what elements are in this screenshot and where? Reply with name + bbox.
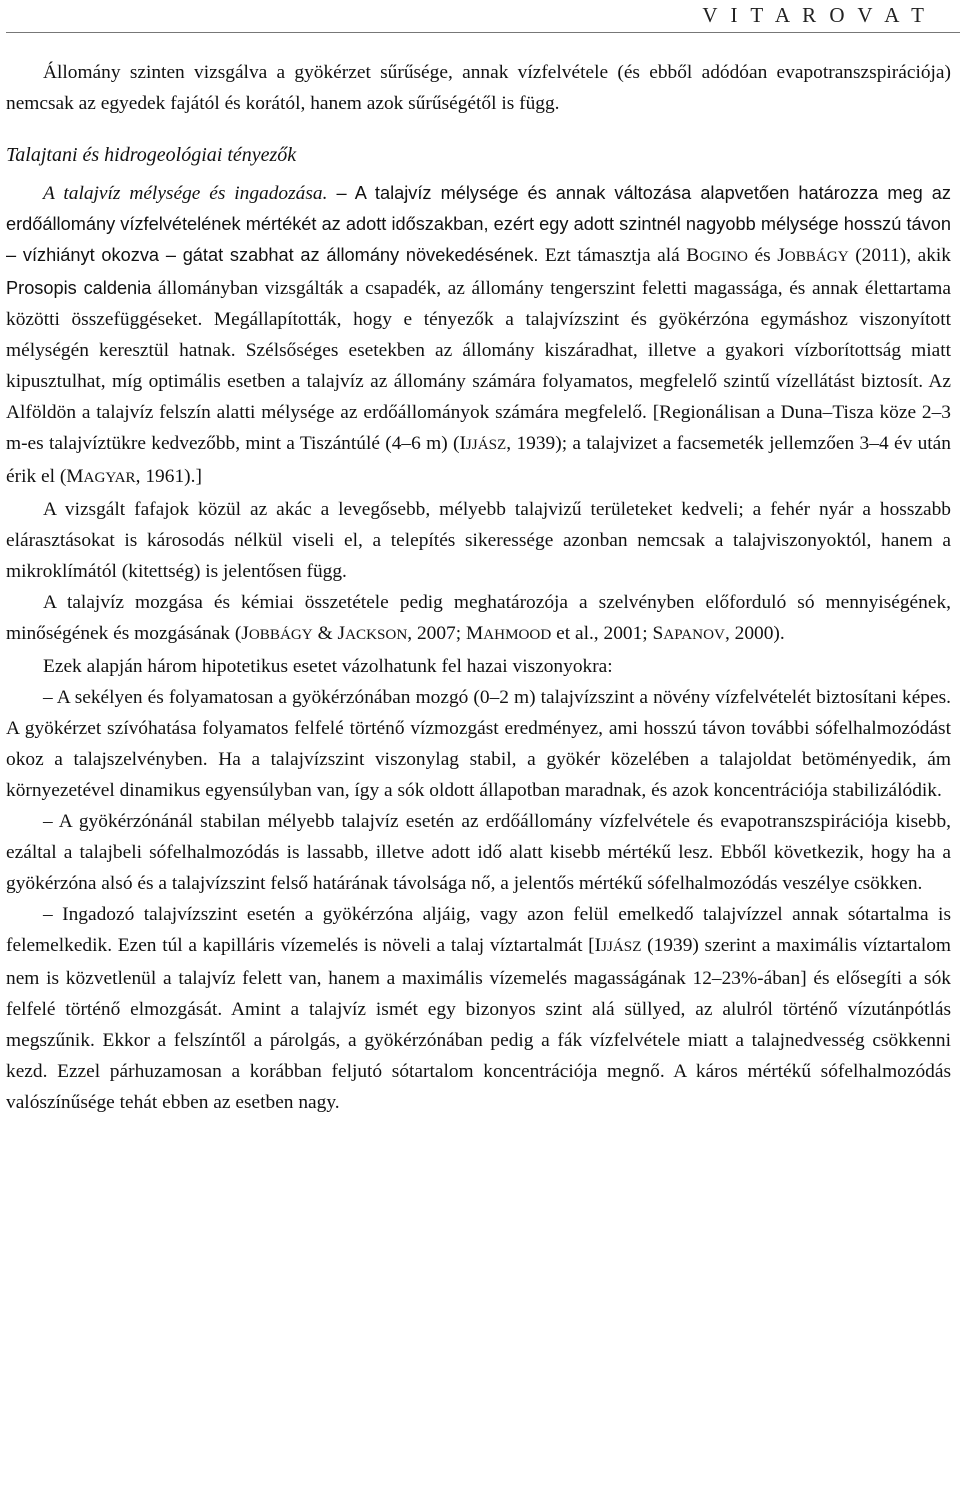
case-fluctuating-groundwater (6, 899, 951, 1118)
text-run: , 2000). (724, 623, 785, 644)
citation-author: OGINO (699, 249, 748, 265)
text-run: et al., 2001; S (551, 623, 664, 644)
case-deep-groundwater: – A gyökérzónánál stabilan mélyebb talajvíz esetén az erdőállomány vízfelvétele és evapotranszspirációja kisebb, ezáltal a talajbeli sófelhalmozódás is lassabb, illetve adott idő alatt kisebb mértékű lesz. Ebből következik, hogy ha a gyökérzóna alsó és a talajvízszint felső határának távolsága nő, a jelentős mértékű sófelhalmozódás veszélye csökken. (6, 811, 951, 894)
text-run: (1939) szerint a maximális víztartalom nem is közvetlenül a talajvíz felett van, hanem a maximális vízemelés magasságának 12–23%-ában] és elősegíti a sók felfelé történő elmozgását. Amint a talajvíz ismét egy bizonyos szint alá süllyed, az alulról történő vízutánpótlás megszűnik. Ekkor a felszíntől a párolgás, a gyökérzónában pedig a fák vízfelvétele miatt a talajnedvesség csökkenni kezd. Ezzel párhuzamosan a korábban feljutó sótartalom koncentrációja megnő. A káros mértékű sófelhalmozódás valószínűsége tehát ebben az esetben nagy. (6, 935, 951, 1113)
running-header-title: V I T A R O V A T (702, 3, 928, 27)
citation-author: OBBÁGY (248, 627, 313, 643)
citation-author: AGYAR (83, 470, 136, 486)
citation-author: JJÁSZ (601, 939, 642, 955)
citation-author: OBBÁGY (784, 249, 849, 265)
paragraph-groundwater-depth (6, 178, 951, 494)
text-run: , 1939); a talajvizet a facsemeték jellemzően 3–4 év után érik el (M (6, 433, 951, 487)
text-run: & J (312, 623, 346, 644)
text-run: (2011), akik (848, 245, 951, 266)
species-name: Prosopis caldenia (6, 278, 152, 298)
text-run: és J (747, 245, 785, 266)
paragraph-chemistry (6, 587, 951, 651)
page-header (0, 0, 960, 34)
sans-text: – A talajvíz mélysége és annak változása alapvetően határozza meg az erdőállomány vízfelvételének mértékét az adott időszakban, ezért egy adott szintnél nagyobb mélysége hosszú távon – vízhiányt okozva – gátat szabhat az állomány növekedésének. (6, 183, 951, 265)
text-run: , 2007; M (407, 623, 484, 644)
intro-paragraph: Állomány szinten vizsgálva a gyökérzet sűrűsége, annak vízfelvétele (és ebből adódóan evapotranszspirációja) nemcsak az egyedek fajától és korától, hanem azok sűrűségétől is függ. (6, 62, 951, 114)
section-title: Talajtani és hidrogeológiai tényezők (6, 144, 297, 166)
case-shallow-groundwater: – A sekélyen és folyamatosan a gyökérzónában mozgó (0–2 m) talajvízszint a növény vízfelvételét biztosítani képes. A gyökérzet szívóhatása folyamatos felfelé történő vízmozgást eredményez, ami hosszú távon további sófelhalmozódást okoz a talajszelvényben. Ha a talajvízszint viszonylag stabil, a gyökér közelében a talajoldat betöményedik, ám környezetével dinamikus egyensúlyban van, így a sók oldott állapotban maradnak, és azok koncentrációja stabilizálódik. (6, 687, 951, 801)
paragraph-species: A vizsgált fafajok közül az akác a levegősebb, mélyebb talajvizű területeket kedveli; a fehér nyár a hosszabb elárasztásokat is károsodás nélkül viseli el, a telepítés sikeressége azonban nemcsak a talajviszonyoktól, hanem a mikroklímától (kitettség) is jelentősen függ. (6, 499, 951, 582)
spacer (6, 171, 951, 178)
paragraph-cases-intro: Ezek alapján három hipotetikus esetet vázolhatunk fel hazai viszonyokra: (43, 656, 613, 677)
text-run: – Ingadozó talajvízszint esetén a gyökérzóna aljáig, vagy azon felül emelkedő talajvízzel annak sótartalma is felemelkedik. Ezen túl a kapilláris vízemelés is növeli a talaj víztartalmát [I (6, 904, 951, 956)
article-body (6, 57, 951, 1118)
header-rule (6, 32, 960, 33)
citation-author: AHMOOD (483, 627, 552, 643)
text-run: A talajvíz mozgása és kémiai összetétele pedig meghatározója a szelvényben előforduló só mennyiségének, minőségének és mozgásának (J (6, 592, 951, 644)
text-run: , 1961).] (135, 466, 202, 487)
subheading: A talajvíz mélysége és ingadozása. (43, 183, 328, 204)
citation-author: JJÁSZ (465, 437, 507, 453)
spacer (6, 119, 951, 140)
citation-author: APANOV (663, 627, 725, 643)
text-run: Ezt támasztja alá B (538, 245, 700, 266)
citation-author: ACKSON (345, 627, 408, 643)
text-run: állományban vizsgálták a csapadék, az állomány tengerszint feletti magassága, és annak élettartama közötti összefüggéseket. Megállapították, hogy e tényezők a talajvízszint és gyökérzóna egymáshoz viszonyított mélységén keresztül hatnak. Szélsőséges esetekben az állomány kiszáradhat, illetve a gyakori vízborítottság miatt kipusztulhat, míg optimális esetben a talajvíz az állomány számára folyamatos, megfelelő szintű vízellátást biztosít. Az Alföldön a talajvíz felszín alatti mélysége az erdőállományok számára megfelelő. [Regionálisan a Duna–Tisza köze 2–3 m-es talajvíztükre kedvezőbb, mint a Tiszántúlé (4–6 m) (I (6, 278, 951, 454)
